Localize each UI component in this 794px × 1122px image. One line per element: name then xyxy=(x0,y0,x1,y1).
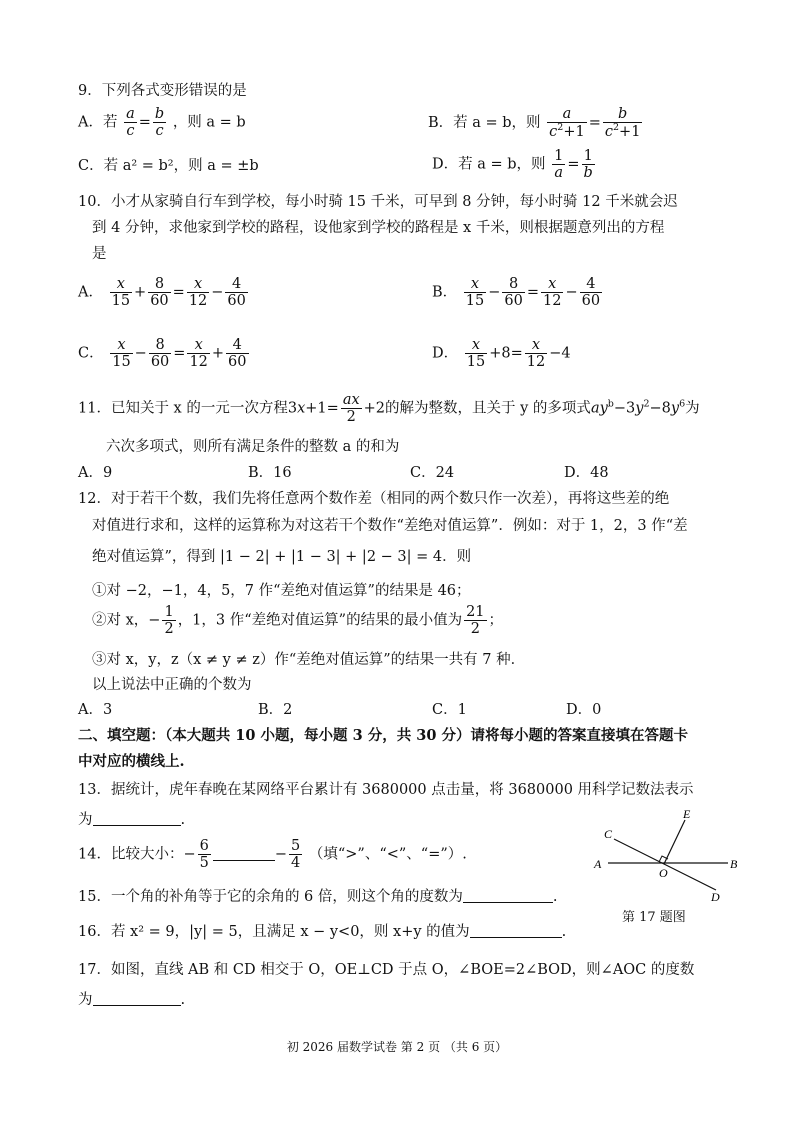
label-c: C xyxy=(604,827,613,841)
label-e: E xyxy=(683,807,691,821)
label-o: O xyxy=(659,866,668,880)
q14-answer-blank[interactable] xyxy=(213,847,275,861)
ray-oe xyxy=(664,820,685,864)
q12-statement-1: ①对 −2，−1，4，5，7 作“差绝对值运算”的结果是 46； xyxy=(92,583,471,599)
q12-statement-3: ③对 x，y，z（x ≠ y ≠ z）作“差绝对值运算”的结果一共有 7 种． xyxy=(92,652,526,668)
q15-answer-blank[interactable] xyxy=(463,889,553,903)
q10-option-a: A． $\frac{x}{15}$ + $\frac{8}{60}$ = $\frac{x}{12}$ − $\frac{4}{60}$ xyxy=(78,276,246,310)
q11-line1: 11．已知关于 x 的一元一次方程3x+1= $\frac{ax}{2}$ +2的解为整数，且关于 y 的多项式$ay^b-3y^2-8y^6$为 xyxy=(78,392,700,426)
q16-line: 16．若 x² = 9，|y| = 5，且满足 x − y<0，则 x+y 的值为 . xyxy=(78,924,567,940)
q12-line2: 对值进行求和，这样的运算称为对这若干个数作“差绝对值运算”．例如：对于 1，2，3 作“差 xyxy=(92,518,688,534)
q13-line1: 13．据统计，虎年春晚在某网络平台累计有 3680000 点击量，将 3680000 用科学记数法表示 xyxy=(78,782,694,798)
q9-stem: 9．下列各式变形错误的是 xyxy=(78,83,247,99)
q15-line: 15．一个角的补角等于它的余角的 6 倍，则这个角的度数为 . xyxy=(78,889,558,905)
q9-option-c: C．若 a² = b²，则 a = ±b xyxy=(78,158,259,174)
q17-line1: 17．如图，直线 AB 和 CD 相交于 O，OE⊥CD 于点 O，∠BOE=2∠BOD，则∠AOC 的度数 xyxy=(78,962,695,978)
q12-option-d: D．0 xyxy=(566,702,602,718)
q11-option-b: B．16 xyxy=(248,465,292,481)
q12-option-a: A．3 xyxy=(78,702,113,718)
q13-line2: 为 . xyxy=(78,812,186,828)
q13-answer-blank[interactable] xyxy=(93,812,181,826)
q12-summary: 以上说法中正确的个数为 xyxy=(92,677,252,693)
q12-statement-2: ②对 x，− $\frac{1}{2}$ ，1，3 作“差绝对值运算”的结果的最小值为 $\frac{21}{2}$ ； xyxy=(92,604,504,638)
q17-line2: 为 . xyxy=(78,992,186,1008)
q12-line3: 绝对值运算”，得到 |1 − 2| + |1 − 3| + |2 − 3| = 4．则 xyxy=(92,549,472,565)
q16-answer-blank[interactable] xyxy=(470,924,562,938)
q10-line1: 10．小才从家骑自行车到学校，每小时骑 15 千米，可早到 8 分钟，每小时骑 12 千米就会迟 xyxy=(78,194,678,210)
line-cd xyxy=(614,839,716,890)
q9-option-a: A．若 $\frac{a}{c}$ = $\frac{b}{c}$ ，则 a = b xyxy=(78,106,246,140)
q9-option-d: D．若 a = b，则 $\frac{1}{a}$ = $\frac{1}{b}$ xyxy=(432,148,593,182)
section2-heading-line2: 中对应的横线上. xyxy=(78,753,185,770)
q10-option-b: B． $\frac{x}{15}$ − $\frac{8}{60}$ = $\frac{x}{12}$ − $\frac{4}{60}$ xyxy=(432,276,601,310)
label-a: A xyxy=(594,857,602,871)
label-b: B xyxy=(730,857,738,871)
q12-option-b: B．2 xyxy=(258,702,293,718)
q10-line2: 到 4 分钟，求他家到学校的路程，设他家到学校的路程是 x 千米，则根据题意列出的方程 xyxy=(92,220,665,236)
q11-option-d: D．48 xyxy=(564,465,609,481)
q10-option-c: C． $\frac{x}{15}$ − $\frac{8}{60}$ = $\frac{x}{12}$ + $\frac{4}{60}$ xyxy=(78,337,247,371)
q17-figure-caption: 第 17 题图 xyxy=(622,910,686,925)
section2-heading-line1: 二、填空题：（本大题共 10 小题，每小题 3 分，共 30 分）请将每小题的答案直接填在答题卡 xyxy=(78,727,688,744)
q11-option-c: C．24 xyxy=(410,465,455,481)
q14-line: 14．比较大小：− $\frac{6}{5}$ − $\frac{5}{4}$ （填“>”、“<”、“=”）. xyxy=(78,838,467,872)
q9-option-b: B．若 a = b，则 $\frac{a}{c^2+1}$ = $\frac{b}{c^2+1}$ xyxy=(428,106,641,141)
page-footer: 初 2026 届数学试卷 第 2 页 （共 6 页） xyxy=(286,1040,508,1054)
q17-figure xyxy=(588,806,748,910)
q11-line2: 六次多项式，则所有满足条件的整数 a 的和为 xyxy=(106,439,400,455)
q12-option-c: C．1 xyxy=(432,702,467,718)
q11-option-a: A．9 xyxy=(78,465,113,481)
q12-line1: 12．对于若干个数，我们先将任意两个数作差（相同的两个数只作一次差），再将这些差的绝 xyxy=(78,491,670,507)
q10-line3: 是 xyxy=(92,246,107,262)
q17-answer-blank[interactable] xyxy=(93,992,181,1006)
label-d: D xyxy=(711,890,720,904)
q10-option-d: D． $\frac{x}{15}$ +8= $\frac{x}{12}$ −4 xyxy=(432,337,571,371)
